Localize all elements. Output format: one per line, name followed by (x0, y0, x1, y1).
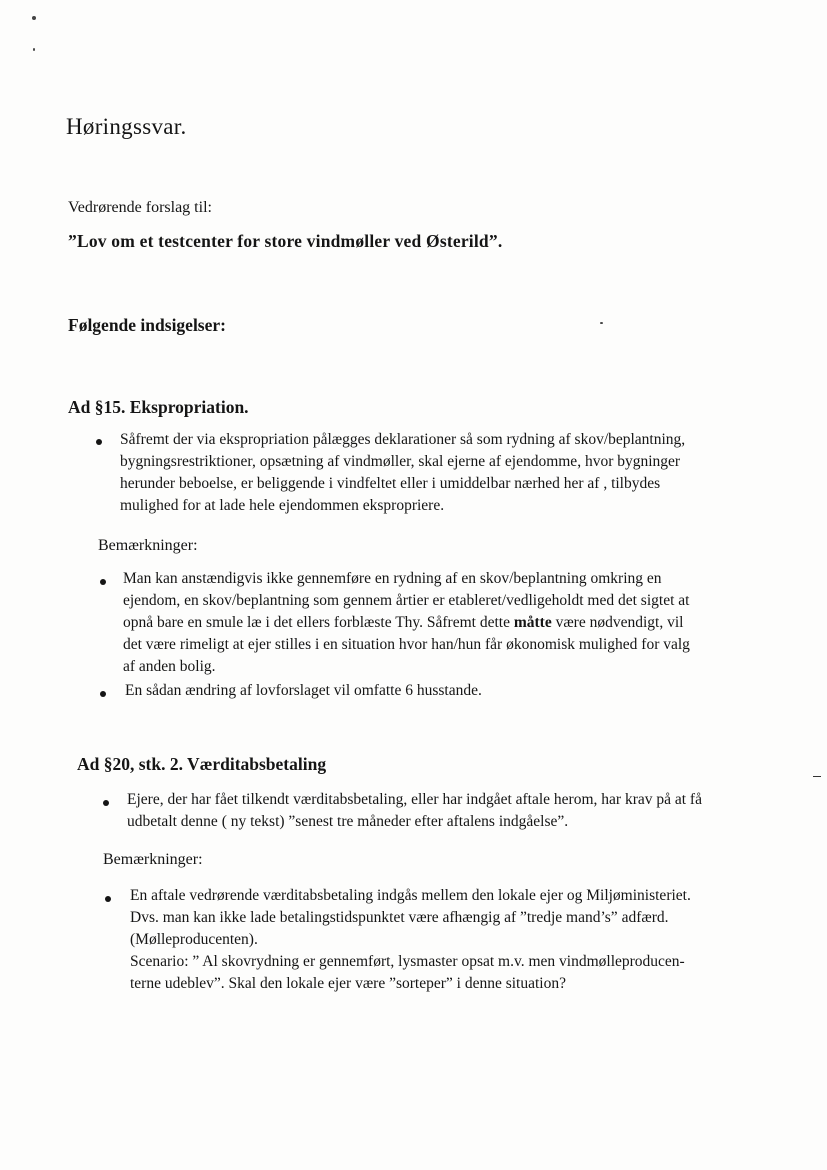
text-line: En sådan ændring af lovforslaget vil omfatte 6 husstande. (125, 682, 482, 699)
bullet-icon (100, 579, 106, 585)
text-line: terne udeblev”. Skal den lokale ejer være ”sorteper” i denne situation? (130, 975, 566, 992)
law-name: ”Lov om et testcenter for store vindmøller ved Østerild”. (68, 231, 503, 251)
objections-heading: Følgende indsigelser: (68, 315, 226, 335)
text-line: Man kan anstændigvis ikke gennemføre en rydning af en skov/beplantning omkring en (123, 570, 662, 587)
section-20-main-bullet (127, 789, 702, 833)
text-line (123, 612, 690, 634)
text-run: være nødvendigt, vil (551, 614, 684, 631)
section-15-remark-bullet-1 (123, 568, 690, 678)
text-line: En aftale vedrørende værditabsbetaling indgås mellem den lokale ejer og Miljøministeriet. (130, 887, 691, 904)
margin-mark (813, 776, 821, 777)
remarks-label: Bemærkninger: (98, 537, 198, 554)
text-line: det være rimeligt at ejer stilles i en situation hvor han/hun får økonomisk mulighed for valg (123, 636, 690, 653)
text-line: Ejere, der har fået tilkendt værditabsbetaling, eller har indgået aftale herom, har krav på at få (127, 791, 702, 808)
text-line: herunder beboelse, er beliggende i vindfeltet eller i umiddelbar nærhed her af , tilbydes (120, 475, 661, 492)
emphasis-text: måtte (513, 614, 552, 631)
bullet-icon (105, 896, 111, 902)
text-line: af anden bolig. (123, 658, 216, 675)
regarding-label: Vedrørende forslag til: (68, 199, 212, 216)
remarks-label: Bemærkninger: (103, 851, 203, 868)
bullet-icon (96, 439, 102, 445)
section-heading-20: Ad §20, stk. 2. Værditabsbetaling (77, 754, 327, 774)
scan-speck (33, 48, 35, 51)
section-20-remark-bullet (130, 885, 691, 995)
text-line: (Mølleproducenten). (130, 931, 258, 948)
text-line: bygningsrestriktioner, opsætning af vindmøller, skal ejerne af ejendomme, hvor bygninger (120, 453, 681, 470)
section-15-remark-bullet-2 (125, 680, 482, 702)
text-line: ejendom, en skov/beplantning som gennem årtier er etableret/vedligeholdt med det sigtet at (123, 592, 690, 609)
text-line: Scenario: ” Al skovrydning er gennemført, lysmaster opsat m.v. men vindmølleproducen- (130, 953, 685, 970)
text-line: udbetalt denne ( ny tekst) ”senest tre måneder efter aftalens indgåelse”. (127, 813, 569, 830)
section-15-main-bullet (120, 429, 685, 517)
scan-speck (32, 16, 36, 20)
scan-speck (600, 322, 603, 324)
bullet-icon (103, 800, 109, 806)
text-line: Såfremt der via ekspropriation pålægges deklarationer så som rydning af skov/beplantning, (120, 431, 686, 448)
section-heading-15: Ad §15. Ekspropriation. (68, 397, 249, 417)
text-line: mulighed for at lade hele ejendommen ekspropriere. (120, 497, 445, 514)
text-run: opnå bare en smule læ i det ellers forblæste Thy. Såfremt dette (123, 614, 514, 631)
text-line: Dvs. man kan ikke lade betalingstidspunktet være afhængig af ”tredje mand’s” adfærd. (130, 909, 669, 926)
document-title: Høringssvar. (66, 114, 187, 139)
bullet-icon (100, 691, 106, 697)
